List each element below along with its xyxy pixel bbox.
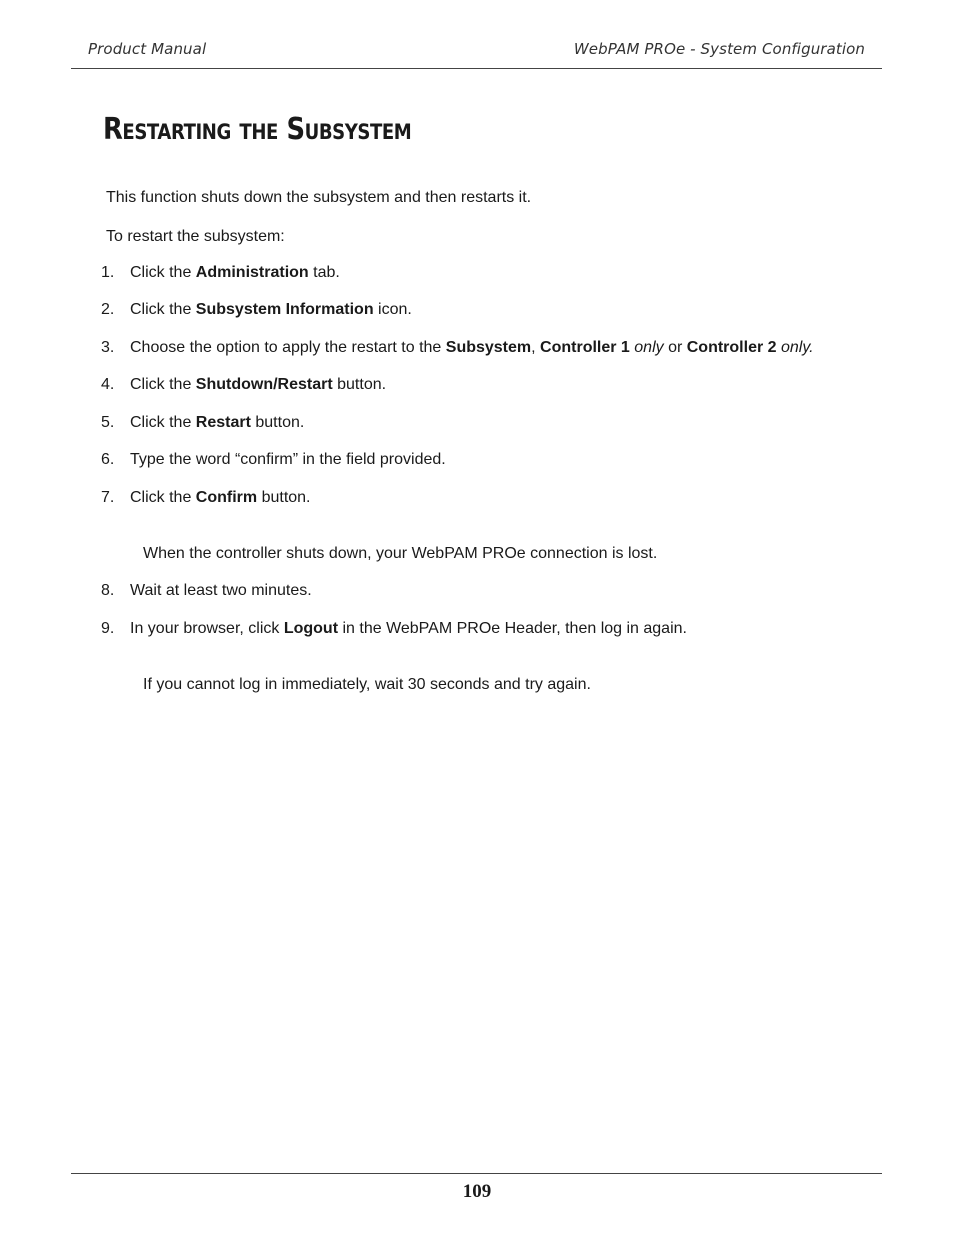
step-4 (101, 376, 386, 394)
step-8 (101, 582, 312, 600)
intro-paragraph: This function shuts down the subsystem and then restarts it. (106, 189, 532, 206)
header-rule (71, 68, 882, 69)
step-text: In your browser, click (130, 620, 284, 637)
step-text: button. (250, 414, 305, 431)
step-text: Click the (130, 301, 196, 318)
step-5 (101, 414, 304, 432)
step-1 (101, 264, 340, 282)
step-text: icon. (373, 301, 412, 318)
step-text: or (663, 339, 687, 356)
step-6 (101, 451, 446, 469)
step-text: Choose the option to apply the restart to the (130, 339, 446, 356)
step-text: button. (332, 376, 387, 393)
step-text: Click the (130, 264, 196, 281)
step-ui-term: Administration (195, 264, 309, 281)
step-7 (101, 489, 311, 507)
step-ui-term: Subsystem Information (195, 301, 374, 318)
step-number: 7. (101, 489, 115, 506)
step-9-note: If you cannot log in immediately, wait 30 seconds and try again. (143, 676, 591, 693)
step-2 (101, 301, 412, 319)
step-number: 2. (101, 301, 115, 318)
step-number: 5. (101, 414, 115, 431)
step-text: in the WebPAM PROe Header, then log in again. (338, 620, 687, 637)
step-emphasis: only. (776, 339, 814, 356)
step-text: tab. (308, 264, 340, 281)
step-number: 1. (101, 264, 115, 281)
step-emphasis: only (629, 339, 664, 356)
step-text: Click the (130, 414, 196, 431)
step-ui-term: Restart (195, 414, 251, 431)
step-number: 8. (101, 582, 115, 599)
step-9 (101, 620, 687, 638)
step-ui-term: Confirm (195, 489, 258, 506)
step-text: Wait at least two minutes. (130, 582, 312, 599)
step-text: Type the word “confirm” in the field provided. (130, 451, 446, 468)
step-ui-term: Controller 1 (540, 339, 630, 356)
step-ui-term: Shutdown/Restart (195, 376, 333, 393)
step-text: Click the (130, 489, 196, 506)
running-header-right: WebPAM PROe - System Configuration (573, 40, 865, 58)
step-ui-term: Logout (283, 620, 339, 637)
running-header-left: Product Manual (88, 40, 207, 58)
step-text: Click the (130, 376, 196, 393)
step-ui-term: Subsystem (445, 339, 532, 356)
step-text: , (531, 339, 541, 356)
lead-paragraph: To restart the subsystem: (106, 228, 285, 245)
step-3 (101, 339, 814, 357)
step-text: button. (257, 489, 311, 506)
footer-rule (71, 1173, 882, 1174)
step-7-note: When the controller shuts down, your WebPAM PROe connection is lost. (143, 545, 658, 562)
step-number: 6. (101, 451, 115, 468)
step-ui-term: Controller 2 (686, 339, 777, 356)
step-number: 4. (101, 376, 115, 393)
step-number: 3. (101, 339, 115, 356)
section-title: Restarting the Subsystem (103, 112, 412, 147)
page-number: 109 (462, 1181, 492, 1202)
step-number: 9. (101, 620, 115, 637)
